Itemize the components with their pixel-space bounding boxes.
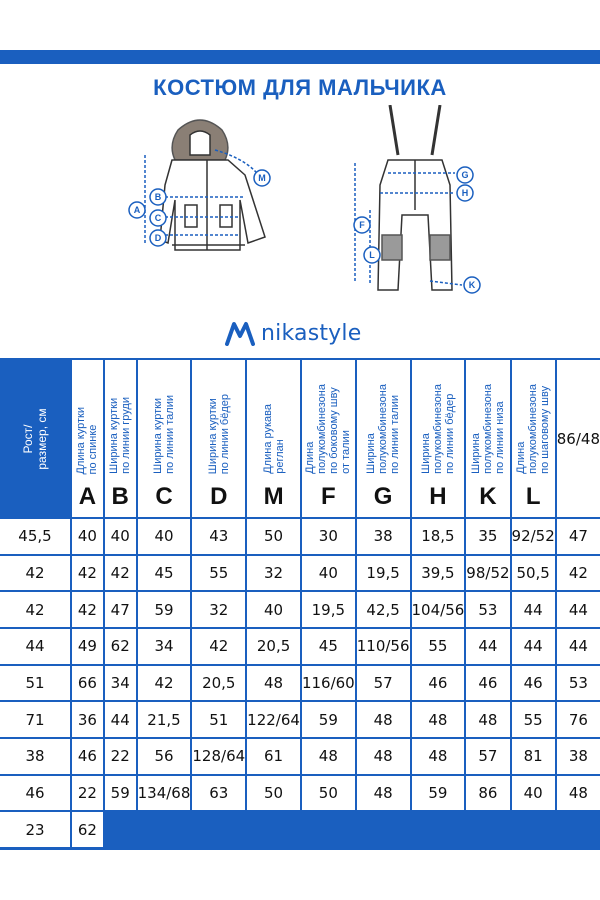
garment-illustrations xyxy=(0,105,600,310)
column-header-l xyxy=(512,360,555,517)
column-header-label: Ширина полукомбинезона по линии низа xyxy=(469,384,506,474)
table-cell: 48 xyxy=(557,776,600,811)
table-cell: 59 xyxy=(302,702,355,737)
column-header-label-wrap xyxy=(466,364,509,474)
table-cell: 30 xyxy=(302,519,355,554)
svg-text:C: C xyxy=(154,213,162,223)
table-cell: 49 xyxy=(72,629,103,664)
table-cell: 18,5 xyxy=(412,519,465,554)
table-cell: 44 xyxy=(557,592,600,627)
table-cell: 19,5 xyxy=(302,592,355,627)
column-header-label: Длина полукомбинезона по шаговому шву xyxy=(515,384,552,474)
column-header-label-wrap xyxy=(138,364,191,474)
row-size-label: 128/64 xyxy=(192,739,245,774)
table-cell: 40 xyxy=(247,592,300,627)
column-header-label: Длина куртки по спинке xyxy=(75,406,100,474)
table-cell: 20,5 xyxy=(247,629,300,664)
jacket-illustration xyxy=(160,120,265,250)
table-cell: 66 xyxy=(72,666,103,701)
column-header-label-wrap xyxy=(412,364,465,474)
table-cell: 76 xyxy=(557,702,600,737)
table-cell: 40 xyxy=(302,556,355,591)
table-cell: 38 xyxy=(557,739,600,774)
table-cell: 46 xyxy=(72,739,103,774)
row-size-label: 98/52 xyxy=(466,556,509,591)
row-size-label: 110/56 xyxy=(357,629,410,664)
table-cell: 40 xyxy=(138,519,191,554)
column-letter: D xyxy=(210,483,228,510)
table-cell: 55 xyxy=(192,556,245,591)
table-cell: 42 xyxy=(192,629,245,664)
table-cell: 59 xyxy=(138,592,191,627)
table-cell: 34 xyxy=(138,629,191,664)
column-letter: L xyxy=(525,483,541,510)
table-cell: 42 xyxy=(0,592,70,627)
table-cell: 40 xyxy=(72,519,103,554)
table-cell: 55 xyxy=(412,629,465,664)
table-cell: 63 xyxy=(192,776,245,811)
table-cell: 20,5 xyxy=(192,666,245,701)
column-header-d xyxy=(192,360,245,517)
table-cell: 38 xyxy=(0,739,70,774)
column-letter: F xyxy=(321,483,336,510)
table-cell: 48 xyxy=(357,739,410,774)
table-cell: 48 xyxy=(357,776,410,811)
table-cell: 42 xyxy=(557,556,600,591)
table-cell: 45 xyxy=(138,556,191,591)
table-cell: 46 xyxy=(466,666,509,701)
size-table xyxy=(0,358,600,850)
column-header-b xyxy=(105,360,136,517)
column-header-label: Ширина полукомбинезона по линии бёдер xyxy=(419,384,456,474)
table-cell: 44 xyxy=(512,629,555,664)
table-cell: 50 xyxy=(302,776,355,811)
table-cell: 42,5 xyxy=(357,592,410,627)
table-cell: 48 xyxy=(412,702,465,737)
overall-illustration xyxy=(378,105,452,290)
table-cell: 47 xyxy=(557,519,600,554)
top-bar xyxy=(0,50,600,64)
column-header-f xyxy=(302,360,355,517)
table-cell: 42 xyxy=(138,666,191,701)
table-cell: 48 xyxy=(357,702,410,737)
column-letter: C xyxy=(155,483,173,510)
table-cell: 42 xyxy=(0,556,70,591)
n-logo-icon xyxy=(225,320,255,346)
table-corner-header xyxy=(0,360,70,517)
table-cell: 42 xyxy=(72,592,103,627)
table-cell: 39,5 xyxy=(412,556,465,591)
table-cell: 57 xyxy=(357,666,410,701)
table-cell: 50,5 xyxy=(512,556,555,591)
column-header-label-wrap xyxy=(192,364,245,474)
table-cell: 50 xyxy=(247,776,300,811)
table-cell: 57 xyxy=(466,739,509,774)
table-cell: 71 xyxy=(0,702,70,737)
column-header-m xyxy=(247,360,300,517)
table-cell: 42 xyxy=(72,556,103,591)
table-cell: 53 xyxy=(557,666,600,701)
column-letter: M xyxy=(263,483,284,510)
table-cell: 45 xyxy=(302,629,355,664)
column-header-label: Ширина полукомбинезона по линии талии xyxy=(365,384,402,474)
table-cell: 22 xyxy=(105,739,136,774)
column-header-g xyxy=(357,360,410,517)
brand-name: nikastyle xyxy=(261,320,362,346)
table-cell: 62 xyxy=(105,629,136,664)
column-header-k xyxy=(466,360,509,517)
table-cell: 32 xyxy=(247,556,300,591)
column-header-label: Ширина куртки по линии талии xyxy=(152,395,176,474)
svg-text:A: A xyxy=(133,205,141,215)
table-cell: 59 xyxy=(105,776,136,811)
row-size-label: 116/60 xyxy=(302,666,355,701)
svg-text:M: M xyxy=(258,173,266,183)
svg-text:H: H xyxy=(461,188,469,198)
column-letter: B xyxy=(111,483,129,510)
table-cell: 81 xyxy=(512,739,555,774)
table-cell: 50 xyxy=(247,519,300,554)
row-size-label: 134/68 xyxy=(138,776,191,811)
table-cell: 42 xyxy=(105,556,136,591)
table-cell: 86 xyxy=(466,776,509,811)
table-cell: 47 xyxy=(105,592,136,627)
row-size-label: 92/52 xyxy=(512,519,555,554)
table-cell: 46 xyxy=(0,776,70,811)
table-cell: 55 xyxy=(512,702,555,737)
table-cell: 23 xyxy=(0,812,70,847)
svg-text:L: L xyxy=(369,250,375,260)
svg-text:G: G xyxy=(461,170,469,180)
column-header-c xyxy=(138,360,191,517)
table-cell: 46 xyxy=(512,666,555,701)
column-header-label-wrap xyxy=(302,364,355,474)
svg-text:K: K xyxy=(468,280,476,290)
table-cell: 48 xyxy=(466,702,509,737)
svg-text:B: B xyxy=(154,192,162,202)
row-size-label: 86/48 xyxy=(557,360,600,517)
column-header-label: Длина полукомбинезона по боковому шву от талии xyxy=(304,384,353,474)
table-cell: 48 xyxy=(412,739,465,774)
page-title: КОСТЮМ ДЛЯ МАЛЬЧИКА xyxy=(153,75,447,100)
table-cell: 32 xyxy=(192,592,245,627)
table-cell: 40 xyxy=(105,519,136,554)
table-cell: 51 xyxy=(192,702,245,737)
column-header-label-wrap xyxy=(72,364,103,474)
table-cell: 46 xyxy=(412,666,465,701)
table-cell: 40 xyxy=(512,776,555,811)
column-header-label-wrap xyxy=(512,364,555,474)
column-header-label: Ширина куртки по линии груди xyxy=(108,397,133,474)
column-header-a xyxy=(72,360,103,517)
svg-text:F: F xyxy=(359,220,365,230)
table-cell: 62 xyxy=(72,812,103,847)
column-header-label-wrap xyxy=(247,364,300,474)
row-size-label: 104/56 xyxy=(412,592,465,627)
column-letter: K xyxy=(479,483,497,510)
table-cell: 48 xyxy=(247,666,300,701)
table-cell: 44 xyxy=(105,702,136,737)
table-cell: 51 xyxy=(0,666,70,701)
corner-label: Рост/ размер, см xyxy=(21,407,49,470)
column-letter: G xyxy=(373,483,393,510)
brand-logo xyxy=(225,318,361,348)
table-cell: 53 xyxy=(466,592,509,627)
table-cell: 21,5 xyxy=(138,702,191,737)
table-cell: 44 xyxy=(0,629,70,664)
table-cell: 45,5 xyxy=(0,519,70,554)
table-cell: 59 xyxy=(412,776,465,811)
table-cell: 61 xyxy=(247,739,300,774)
table-cell: 22 xyxy=(72,776,103,811)
column-letter: H xyxy=(429,483,447,510)
table-cell: 44 xyxy=(512,592,555,627)
table-cell: 38 xyxy=(357,519,410,554)
column-header-h xyxy=(412,360,465,517)
table-cell: 44 xyxy=(557,629,600,664)
table-cell: 19,5 xyxy=(357,556,410,591)
column-letter: A xyxy=(78,483,97,510)
table-cell: 34 xyxy=(105,666,136,701)
column-header-label: Длина рукава реглан xyxy=(261,404,286,474)
table-cell: 43 xyxy=(192,519,245,554)
column-header-label-wrap xyxy=(357,364,410,474)
table-cell: 36 xyxy=(72,702,103,737)
row-size-label: 122/64 xyxy=(247,702,300,737)
svg-text:D: D xyxy=(154,233,162,243)
table-cell: 48 xyxy=(302,739,355,774)
table-cell: 44 xyxy=(466,629,509,664)
column-header-label: Ширина куртки по линии бёдер xyxy=(206,393,231,474)
column-header-label-wrap xyxy=(105,364,136,474)
table-cell: 56 xyxy=(138,739,191,774)
table-cell: 35 xyxy=(466,519,509,554)
